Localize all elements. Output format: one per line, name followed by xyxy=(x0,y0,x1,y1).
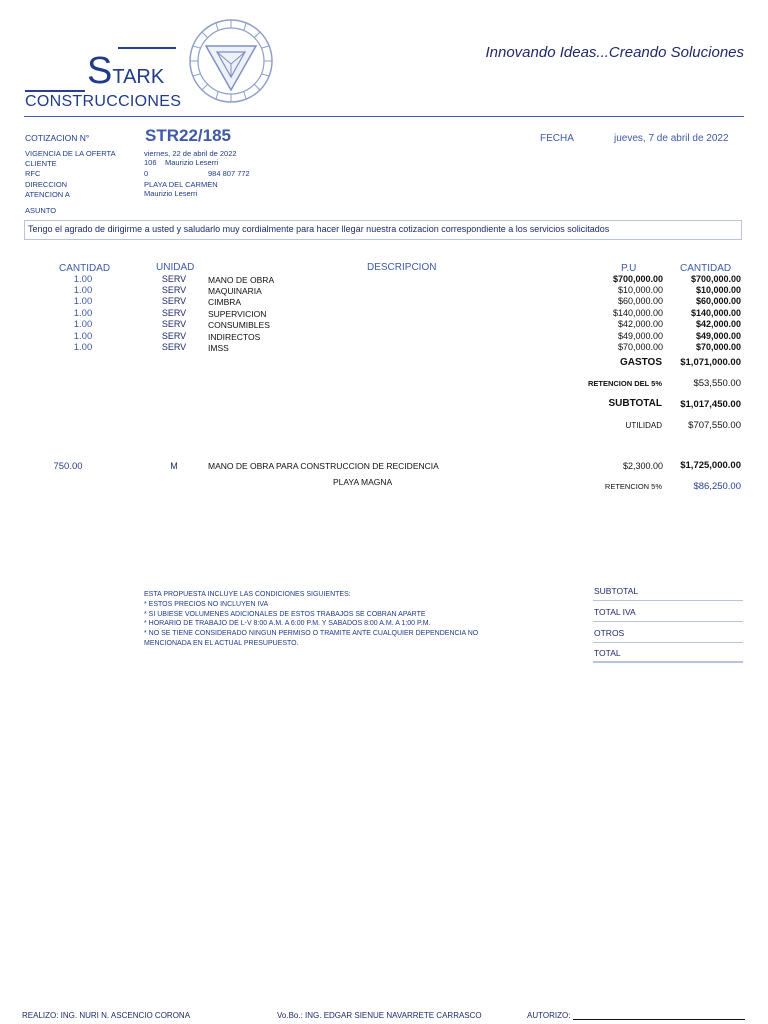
table-row-unit: SERV xyxy=(161,296,187,306)
date-label: FECHA xyxy=(540,133,574,144)
gastos-label: GASTOS xyxy=(619,357,662,368)
totals-divider xyxy=(593,600,743,601)
table-row-qty: 1.00 xyxy=(73,296,93,307)
condition-item: * SI UBIESE VOLUMENES ADICIONALES DE ESTOS TRABAJOS SE COBRAN APARTE xyxy=(144,611,426,618)
table-row-unit: SERV xyxy=(161,342,187,352)
client-label: CLIENTE xyxy=(25,159,57,168)
table-row-pu: $42,000.00 xyxy=(617,319,663,329)
table-row-qty: 1.00 xyxy=(73,319,93,330)
client-name: Maurizio Leserri xyxy=(165,158,219,167)
address-label: DIRECCION xyxy=(25,180,68,189)
table-row-unit: SERV xyxy=(161,274,187,284)
condition-item: * ESTOS PRECIOS NO INCLUYEN IVA xyxy=(144,601,269,608)
prepared-by: REALIZO: ING. NURI N. ASCENCIO CORONA xyxy=(22,1011,191,1020)
table-row-pu: $10,000.00 xyxy=(617,285,663,295)
totals-other-label: OTROS xyxy=(594,628,625,638)
col-header-amount: CANTIDAD xyxy=(680,263,732,274)
table-row-pu: $140,000.00 xyxy=(612,308,663,318)
table-row-unit: SERV xyxy=(161,308,187,318)
table-row-amount: $70,000.00 xyxy=(695,342,741,352)
subtotal-value: $1,017,450.00 xyxy=(680,399,741,410)
table-row-pu: $60,000.00 xyxy=(617,296,663,306)
table-row-unit: SERV xyxy=(161,319,187,329)
company-slogan: Innovando Ideas...Creando Soluciones xyxy=(485,44,744,61)
utility-label: UTILIDAD xyxy=(625,421,662,430)
totals-subtotal-label: SUBTOTAL xyxy=(594,586,639,596)
quote-number: STR22/185 xyxy=(145,126,231,145)
item2-desc-location: PLAYA MAGNA xyxy=(333,477,393,487)
rfc-value: 0 xyxy=(144,169,149,178)
quote-number-label: COTIZACION N° xyxy=(25,133,90,143)
table-row-desc: CONSUMIBLES xyxy=(208,320,270,330)
item2-retention-value: $86,250.00 xyxy=(693,481,741,492)
subject-label: ASUNTO xyxy=(25,206,57,215)
table-row-amount: $140,000.00 xyxy=(690,308,741,318)
client-code: 106 xyxy=(144,158,157,167)
gastos-value: $1,071,000.00 xyxy=(680,357,741,368)
company-subtitle: CONSTRUCCIONES xyxy=(25,93,182,110)
table-row-amount: $10,000.00 xyxy=(695,285,741,295)
col-header-unit-price: P.U xyxy=(621,263,637,274)
rfc-label: RFC xyxy=(25,169,41,178)
logo-line-top xyxy=(118,47,176,49)
logo-line-bottom xyxy=(25,90,85,92)
validity-label: VIGENCIA DE LA OFERTA xyxy=(25,149,116,158)
table-row-amount: $49,000.00 xyxy=(695,331,741,341)
arc-reactor-logo-icon xyxy=(188,18,274,104)
table-row-amount: $60,000.00 xyxy=(695,296,741,306)
retention-value: $53,550.00 xyxy=(693,378,741,389)
col-header-unit: UNIDAD xyxy=(156,262,195,273)
subtotal-label: SUBTOTAL xyxy=(608,398,662,409)
condition-item: * NO SE TIENE CONSIDERADO NINGUN PERMISO O TRAMITE ANTE CUALQUIER DEPENDENCIA NO xyxy=(144,630,479,637)
col-header-description: DESCRIPCION xyxy=(367,262,437,273)
table-row-desc: MAQUINARIA xyxy=(208,286,262,296)
authorized-label: AUTORIZO: xyxy=(527,1011,571,1020)
item2-unit: M xyxy=(170,461,178,471)
signature-line xyxy=(573,1019,745,1020)
table-row-qty: 1.00 xyxy=(73,274,93,285)
validity-value: viernes, 22 de abril de 2022 xyxy=(144,149,237,158)
table-row-amount: $700,000.00 xyxy=(690,274,741,284)
table-row-qty: 1.00 xyxy=(73,308,93,319)
totals-iva-label: TOTAL IVA xyxy=(594,607,636,617)
address-value: PLAYA DEL CARMEN xyxy=(144,180,218,189)
table-row-desc: CIMBRA xyxy=(208,297,242,307)
table-row-qty: 1.00 xyxy=(73,285,93,296)
table-row-desc: IMSS xyxy=(208,343,229,353)
table-row-desc: MANO DE OBRA xyxy=(208,275,275,285)
totals-divider xyxy=(593,621,743,622)
table-row-qty: 1.00 xyxy=(73,331,93,342)
table-row-pu: $49,000.00 xyxy=(617,331,663,341)
conditions-title: ESTA PROPUESTA INCLUYE LAS CONDICIONES SIGUIENTES: xyxy=(144,591,351,598)
table-row-desc: INDIRECTOS xyxy=(208,332,261,342)
intro-box xyxy=(24,220,742,240)
attention-value: Maurizio Leserri xyxy=(144,189,198,198)
table-row-amount: $42,000.00 xyxy=(695,319,741,329)
company-logo-text xyxy=(87,50,164,93)
header-divider xyxy=(24,116,744,117)
item2-amount: $1,725,000.00 xyxy=(680,460,741,471)
table-row-desc: SUPERVICION xyxy=(208,309,267,319)
condition-item: * HORARIO DE TRABAJO DE L-V 8:00 A.M. A 6:00 P.M. Y SABADOS 8:00 A.M. A 1:00 P.M. xyxy=(144,620,431,627)
table-row-unit: SERV xyxy=(161,331,187,341)
table-row-pu: $70,000.00 xyxy=(617,342,663,352)
col-header-quantity: CANTIDAD xyxy=(59,263,111,274)
logo-rest: TARK xyxy=(112,66,165,88)
table-row-qty: 1.00 xyxy=(73,342,93,353)
date-value: jueves, 7 de abril de 2022 xyxy=(614,133,729,144)
phone-value: 984 807 772 xyxy=(208,169,250,178)
logo-initial: S xyxy=(87,50,113,92)
table-row-unit: SERV xyxy=(161,285,187,295)
condition-item: MENCIONADA EN EL ACTUAL PRESUPUESTO. xyxy=(144,640,299,647)
totals-total-label: TOTAL xyxy=(594,648,621,658)
retention-label: RETENCION DEL 5% xyxy=(587,379,662,388)
item2-desc: MANO DE OBRA PARA CONSTRUCCION DE RECIDENCIA xyxy=(208,461,439,471)
totals-divider xyxy=(593,661,743,663)
item2-qty: 750.00 xyxy=(53,461,83,472)
totals-divider xyxy=(593,642,743,643)
attention-label: ATENCION A xyxy=(25,190,70,199)
item2-pu: $2,300.00 xyxy=(622,461,663,471)
approved-by: Vo.Bo.: ING. EDGAR SIENUE NAVARRETE CARRASCO xyxy=(277,1011,482,1020)
item2-retention-label: RETENCION 5% xyxy=(604,482,662,491)
table-row-pu: $700,000.00 xyxy=(612,274,663,284)
intro-text: Tengo el agrado de dirigirme a usted y saludarlo muy cordialmente para hacer llegar nuestra cotizacion correspondiente a los servicios solicitados xyxy=(28,224,610,234)
utility-value: $707,550.00 xyxy=(688,420,741,431)
